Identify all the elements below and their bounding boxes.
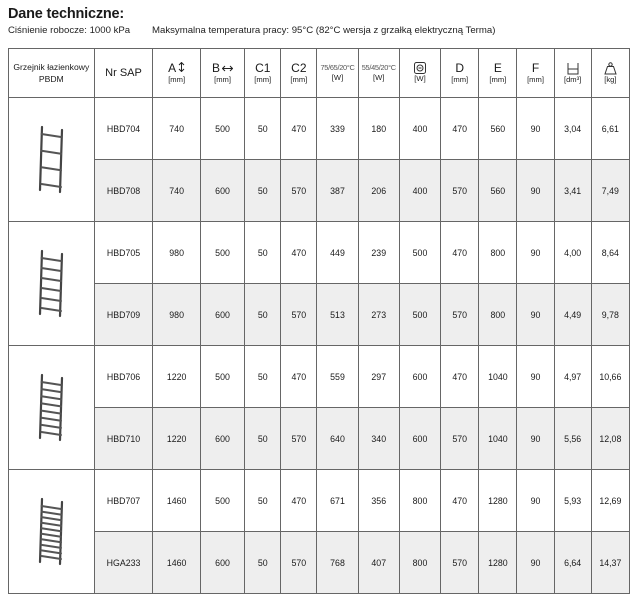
cell-sap: HBD710 (94, 408, 153, 470)
header-row (9, 49, 630, 98)
cell-wt: 6,61 (591, 98, 629, 160)
cell-p55: 273 (358, 284, 399, 346)
cell-f: 90 (517, 284, 554, 346)
cell-c2: 570 (281, 160, 317, 222)
cell-pe: 400 (399, 98, 440, 160)
product-image-cell (9, 470, 95, 594)
cell-b: 500 (200, 222, 244, 284)
cell-p55: 180 (358, 98, 399, 160)
cell-sap: HGA233 (94, 532, 153, 594)
header-product: Grzejnik łazienkowy PBDM (9, 49, 95, 98)
radiator-8-bars-icon (34, 372, 68, 442)
cell-c1: 50 (245, 346, 281, 408)
cell-b: 500 (200, 98, 244, 160)
cell-vol: 4,49 (554, 284, 591, 346)
cell-b: 600 (200, 160, 244, 222)
cell-a: 1460 (153, 470, 200, 532)
cell-vol: 4,00 (554, 222, 591, 284)
cell-f: 90 (517, 160, 554, 222)
cell-d: 470 (441, 346, 479, 408)
cell-p55: 407 (358, 532, 399, 594)
left-right-arrow-icon (222, 65, 233, 72)
working-pressure: Ciśnienie robocze: 1000 kPa (8, 25, 131, 36)
cell-pe: 600 (399, 408, 440, 470)
cell-d: 470 (441, 470, 479, 532)
cell-e: 1280 (479, 470, 517, 532)
table-row (9, 532, 630, 594)
header-weight: [kg] (591, 49, 629, 98)
cell-sap: HBD709 (94, 284, 153, 346)
cell-pe: 600 (399, 346, 440, 408)
cell-c1: 50 (245, 284, 281, 346)
cell-a: 1220 (153, 346, 200, 408)
cell-pe: 500 (399, 222, 440, 284)
cell-d: 570 (441, 160, 479, 222)
cell-e: 560 (479, 160, 517, 222)
max-temperature: Maksymalna temperatura pracy: 95°C (82°C wersja z grzałką elektryczną Terma) (152, 25, 496, 36)
cell-p75: 671 (317, 470, 358, 532)
cell-f: 90 (517, 98, 554, 160)
header-a: A [mm] (153, 49, 200, 98)
cell-f: 90 (517, 346, 554, 408)
cell-e: 800 (479, 222, 517, 284)
cell-c1: 50 (245, 222, 281, 284)
cell-wt: 9,78 (591, 284, 629, 346)
cell-d: 470 (441, 98, 479, 160)
cell-p55: 297 (358, 346, 399, 408)
cell-vol: 4,97 (554, 346, 591, 408)
cell-c2: 470 (281, 98, 317, 160)
product-image-cell (9, 98, 95, 222)
header-f: F [mm] (517, 49, 554, 98)
cell-sap: HBD708 (94, 160, 153, 222)
cell-p75: 768 (317, 532, 358, 594)
cell-p55: 340 (358, 408, 399, 470)
cell-sap: HBD707 (94, 470, 153, 532)
cell-d: 470 (441, 222, 479, 284)
cell-wt: 14,37 (591, 532, 629, 594)
up-down-arrow-icon (178, 62, 185, 72)
table-row (9, 222, 630, 284)
radiator-10-bars-icon (34, 496, 68, 566)
header-c1: C1 [mm] (245, 49, 281, 98)
cell-c1: 50 (245, 470, 281, 532)
cell-p75: 339 (317, 98, 358, 160)
product-image-cell (9, 346, 95, 470)
header-c2: C2 [mm] (281, 49, 317, 98)
cell-c2: 470 (281, 222, 317, 284)
cell-b: 600 (200, 532, 244, 594)
cell-vol: 5,56 (554, 408, 591, 470)
cell-p75: 559 (317, 346, 358, 408)
cell-a: 980 (153, 222, 200, 284)
cell-b: 500 (200, 346, 244, 408)
cell-b: 600 (200, 408, 244, 470)
cell-b: 600 (200, 284, 244, 346)
cell-c2: 470 (281, 470, 317, 532)
cell-f: 90 (517, 532, 554, 594)
cell-d: 570 (441, 408, 479, 470)
cell-p75: 513 (317, 284, 358, 346)
cell-p75: 449 (317, 222, 358, 284)
cell-a: 740 (153, 98, 200, 160)
cell-p55: 239 (358, 222, 399, 284)
cell-vol: 3,04 (554, 98, 591, 160)
cell-e: 800 (479, 284, 517, 346)
header-volume: [dm³] (554, 49, 591, 98)
cell-c2: 470 (281, 346, 317, 408)
cell-c1: 50 (245, 532, 281, 594)
cell-f: 90 (517, 222, 554, 284)
cell-wt: 7,49 (591, 160, 629, 222)
cell-vol: 5,93 (554, 470, 591, 532)
cell-sap: HBD704 (94, 98, 153, 160)
radiator-6-bars-icon (34, 248, 68, 318)
cell-e: 1280 (479, 532, 517, 594)
cell-c1: 50 (245, 98, 281, 160)
cell-c2: 570 (281, 284, 317, 346)
cell-e: 560 (479, 98, 517, 160)
cell-sap: HBD705 (94, 222, 153, 284)
header-b: B [mm] (200, 49, 244, 98)
table-row (9, 160, 630, 222)
cell-pe: 800 (399, 470, 440, 532)
cell-vol: 6,64 (554, 532, 591, 594)
cell-d: 570 (441, 532, 479, 594)
water-container-icon (567, 62, 579, 75)
heating-element-icon (414, 62, 426, 74)
header-e: E [mm] (479, 49, 517, 98)
cell-p55: 356 (358, 470, 399, 532)
specs-table (8, 48, 630, 594)
header-power-55: 55/45/20°C [W] (358, 49, 399, 98)
cell-a: 980 (153, 284, 200, 346)
cell-f: 90 (517, 470, 554, 532)
cell-f: 90 (517, 408, 554, 470)
cell-c2: 570 (281, 408, 317, 470)
table-row (9, 346, 630, 408)
table-row (9, 470, 630, 532)
header-d: D [mm] (441, 49, 479, 98)
cell-d: 570 (441, 284, 479, 346)
cell-p55: 206 (358, 160, 399, 222)
weight-icon (604, 62, 617, 75)
cell-p75: 640 (317, 408, 358, 470)
table-row (9, 284, 630, 346)
cell-pe: 800 (399, 532, 440, 594)
cell-e: 1040 (479, 408, 517, 470)
cell-b: 500 (200, 470, 244, 532)
cell-p75: 387 (317, 160, 358, 222)
cell-wt: 12,08 (591, 408, 629, 470)
cell-a: 740 (153, 160, 200, 222)
cell-c2: 570 (281, 532, 317, 594)
cell-pe: 500 (399, 284, 440, 346)
header-electric-power: [W] (399, 49, 440, 98)
cell-c1: 50 (245, 160, 281, 222)
cell-c1: 50 (245, 408, 281, 470)
table-row (9, 98, 630, 160)
cell-sap: HBD706 (94, 346, 153, 408)
cell-a: 1220 (153, 408, 200, 470)
header-power-75: 75/65/20°C [W] (317, 49, 358, 98)
cell-wt: 8,64 (591, 222, 629, 284)
cell-a: 1460 (153, 532, 200, 594)
header-sap: Nr SAP (94, 49, 153, 98)
cell-wt: 10,66 (591, 346, 629, 408)
cell-e: 1040 (479, 346, 517, 408)
table-row (9, 408, 630, 470)
product-image-cell (9, 222, 95, 346)
cell-vol: 3,41 (554, 160, 591, 222)
cell-wt: 12,69 (591, 470, 629, 532)
cell-pe: 400 (399, 160, 440, 222)
page-title: Dane techniczne: (8, 6, 125, 22)
radiator-4-bars-icon (34, 124, 68, 194)
